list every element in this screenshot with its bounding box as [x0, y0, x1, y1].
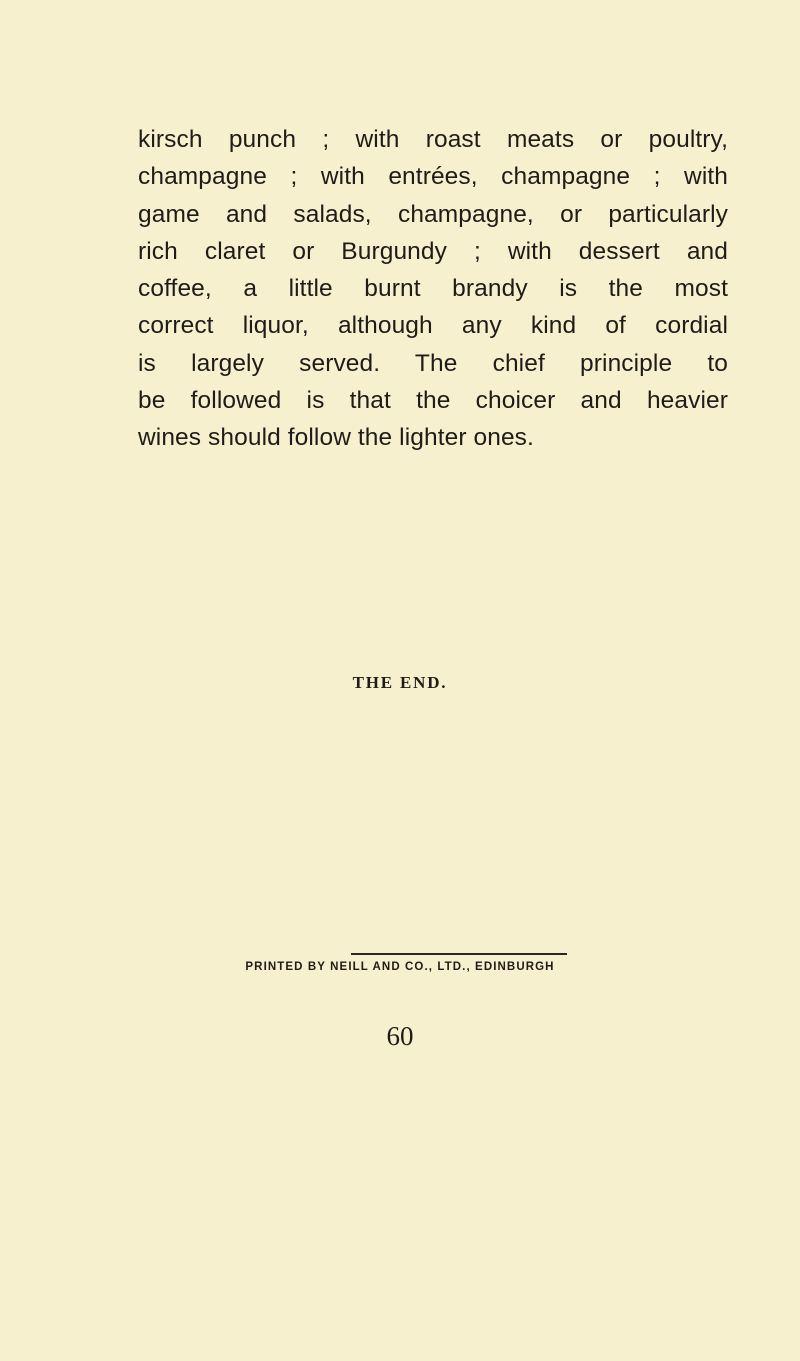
text-line: correct liquor, although any kind of cordial — [138, 312, 728, 340]
end-mark: THE END. — [352, 673, 448, 692]
text-line: be followed is that the choicer and heavier — [138, 387, 728, 415]
text-line: coffee, a little burnt brandy is the most — [138, 275, 728, 303]
imprint-divider — [351, 953, 567, 955]
text-line: champagne ; with entrées, champagne ; with — [138, 163, 728, 191]
body-paragraph — [138, 121, 728, 457]
text-line: is largely served. The chief principle to — [138, 349, 728, 377]
text-line: kirsch punch ; with roast meats or poultry, — [138, 126, 728, 153]
text-line: wines should follow the lighter ones. — [138, 424, 534, 452]
printer-imprint: PRINTED BY NEILL AND CO., LTD., EDINBURGH — [245, 961, 555, 973]
page-number: 60 — [386, 1021, 414, 1051]
text-line: game and salads, champagne, or particularly — [138, 200, 728, 228]
text-line: rich claret or Burgundy ; with dessert and — [138, 237, 728, 265]
